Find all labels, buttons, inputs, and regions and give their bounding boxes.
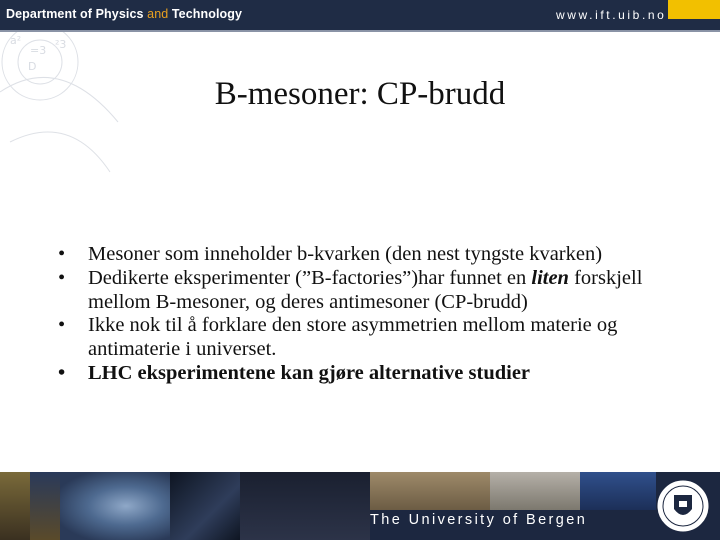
bullet-item: • Mesoner som inneholder b-kvarken (den nest tyngste kvarken) <box>58 243 603 265</box>
footer-image-tile <box>0 472 30 540</box>
footer-building-image <box>580 472 656 510</box>
bullet-list <box>56 243 666 386</box>
bullet-item: • LHC eksperimentene kan gjøre alternative studier <box>58 361 531 384</box>
header-divider <box>0 30 720 32</box>
bullet-icon: • <box>58 243 66 265</box>
footer-eye-image <box>60 472 170 540</box>
footer-image-tile <box>240 472 370 540</box>
bullet-item: • Dedikerte eksperimenter (”B-factories”)har funnet en liten forskjell mellom B-mesoner, og deres antimesoner (CP-brudd) <box>58 266 643 313</box>
header-bar <box>0 0 720 30</box>
svg-text:²3: ²3 <box>55 38 67 51</box>
footer-collage <box>0 472 720 540</box>
bullet-icon: • <box>58 314 66 337</box>
svg-text:a²: a² <box>10 34 22 47</box>
website-url[interactable]: www.ift.uib.no <box>556 8 667 22</box>
emphasis-text: liten <box>531 266 569 289</box>
footer-image-tile <box>30 472 60 540</box>
svg-text:=3: =3 <box>30 44 47 57</box>
header-accent-block <box>668 0 720 19</box>
footer-image-tile <box>170 472 240 540</box>
department-name: Department of Physics and Technology <box>6 7 243 21</box>
university-name: The University of Bergen <box>370 512 588 528</box>
university-seal-icon <box>656 477 710 535</box>
slide-title: B-mesoner: CP-brudd <box>214 76 506 112</box>
bullet-icon: • <box>58 266 66 289</box>
footer-building-image <box>370 472 490 510</box>
svg-text:D: D <box>28 60 37 73</box>
bullet-item: • Ikke nok til å forklare den store asymmetrien mellom materie og antimaterie i universet. <box>58 314 618 361</box>
footer-building-image <box>490 472 580 510</box>
bullet-icon: • <box>58 361 66 384</box>
